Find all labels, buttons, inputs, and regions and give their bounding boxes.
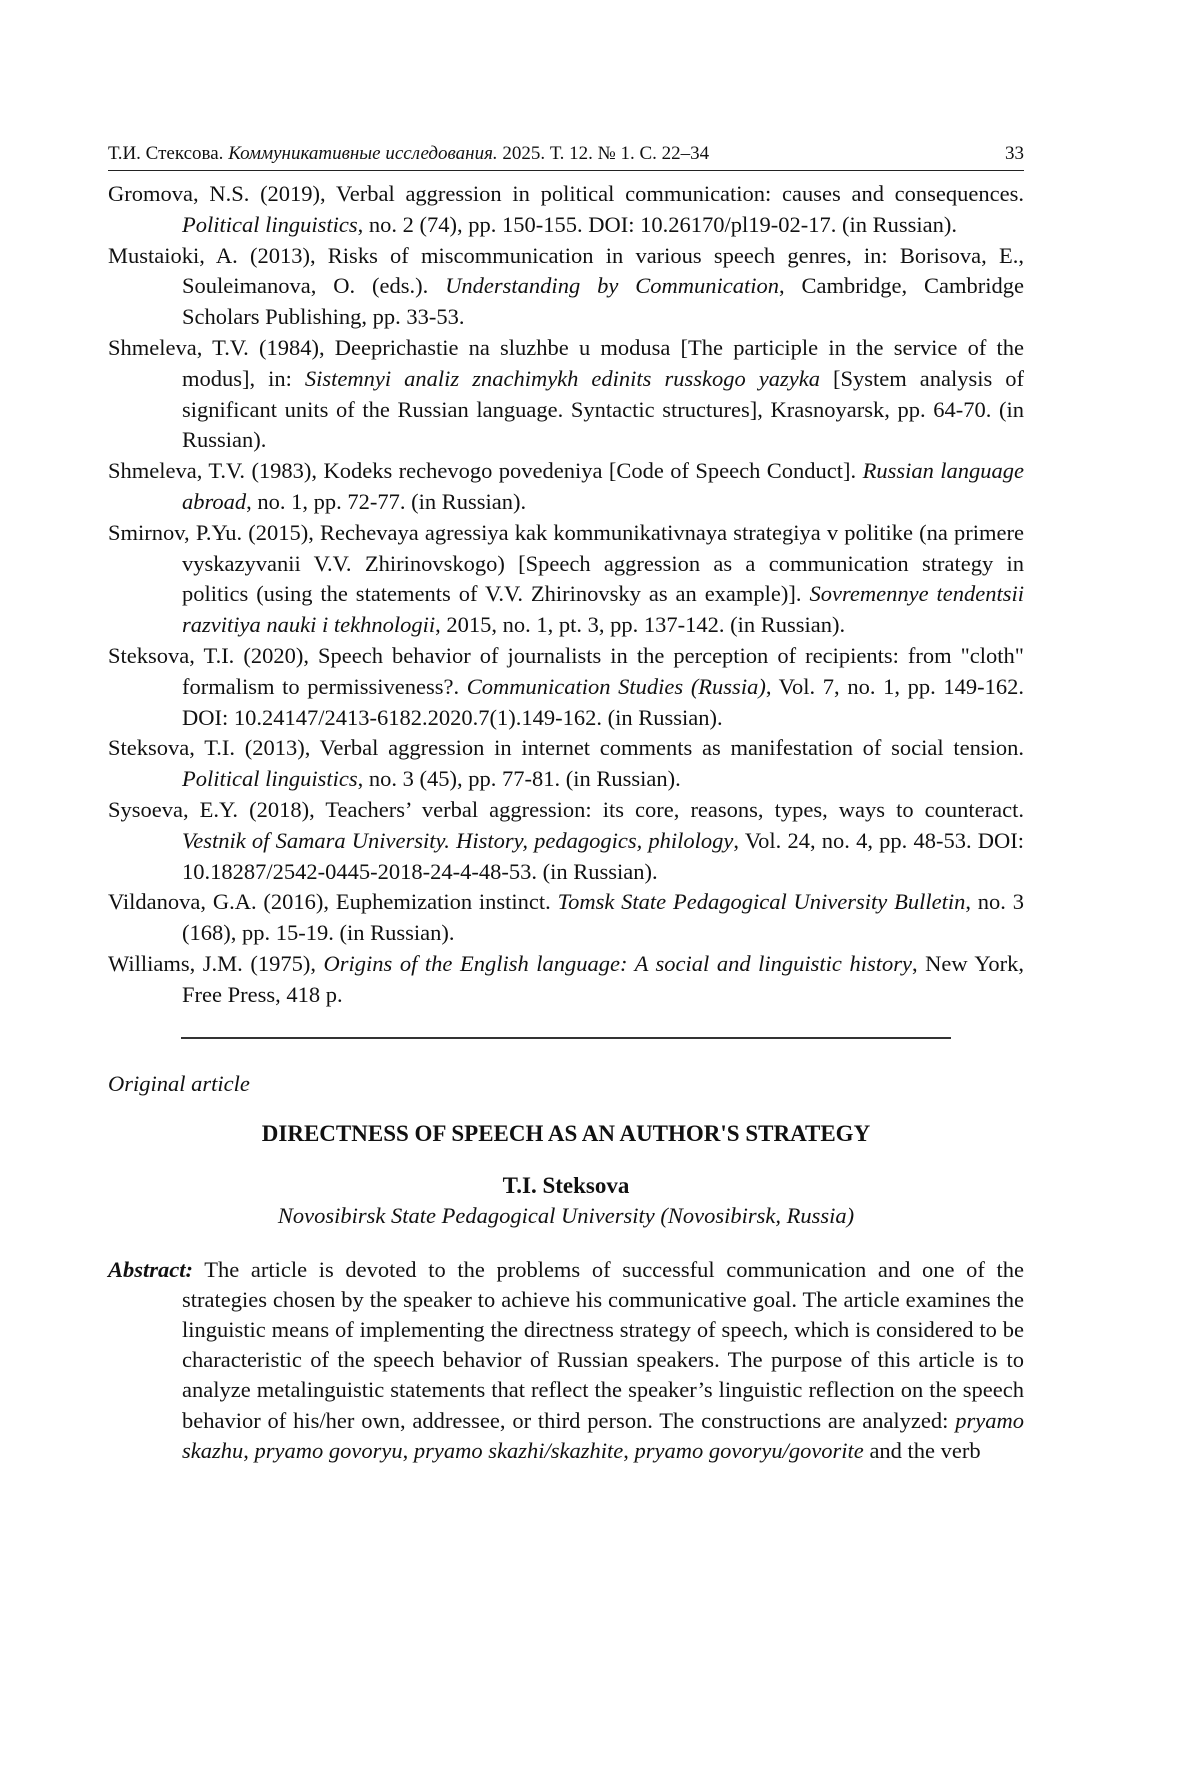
reference-gromova-2019 — [108, 179, 1024, 241]
reference-details: , no. 3 (45), pp. 77-81. (in Russian). — [357, 766, 681, 792]
reference-text: Shmeleva, T.V. (1983), Kodeks rechevogo povedeniya [Code of Speech Conduct]. — [108, 458, 863, 484]
reference-source: Sistemnyi analiz znachimykh edinits russkogo yazyka — [304, 365, 820, 391]
abstract-separator: , — [623, 1437, 635, 1463]
reference-vildanova-2016 — [108, 887, 1024, 949]
running-head-journal: Коммуникативные исследования. — [228, 143, 498, 164]
reference-shmeleva-1983 — [108, 456, 1024, 518]
reference-details: , New York, Free Press, 418 p. — [182, 950, 1024, 1007]
reference-mustaioki-2013 — [108, 241, 1024, 333]
reference-source: Russian language abroad — [182, 458, 1025, 514]
reference-source: Communication Studies (Russia) — [466, 673, 766, 699]
reference-details: , 2015, no. 1, pt. 3, pp. 137-142. (in Russian). — [435, 612, 846, 638]
reference-details: , no. 2 (74), pp. 150-155. DOI: 10.26170/pl19-02-17. (in Russian). — [357, 211, 957, 237]
reference-source: Tomsk State Pedagogical University Bulletin — [557, 889, 966, 915]
section-divider — [181, 1037, 951, 1039]
reference-source: Political linguistics — [182, 211, 358, 237]
reference-details: , no. 3 (168), pp. 15-19. (in Russian). — [182, 889, 1025, 946]
reference-text: Steksova, T.I. (2013), Verbal aggression in internet comments as manifestation of social tension. — [108, 735, 1024, 761]
reference-text: Sysoeva, E.Y. (2018), Teachers’ verbal aggression: its core, reasons, types, ways to counteract. — [108, 796, 1024, 822]
reference-text: Steksova, T.I. (2020), Speech behavior of journalists in the perception of recipients: from "cloth" formalism to permissiveness?. — [108, 642, 1024, 699]
abstract-construction: pryamo govoryu/govorite — [634, 1437, 864, 1463]
reference-smirnov-2015 — [108, 518, 1024, 641]
reference-text: Gromova, N.S. (2019), Verbal aggression in political communication: causes and consequences. — [108, 181, 1024, 206]
reference-source: Political linguistics — [182, 766, 358, 792]
reference-text: Smirnov, P.Yu. (2015), Rechevaya agressiya kak kommunikativnaya strategiya v politike (na primere vyskazyvanii V.V. Zhirinovskogo) [Speech aggression as a communication strategy in politics (using the statements of V.V. Zhirinovsky as an example)]. — [108, 519, 1024, 607]
reference-text: Williams, J.M. (1975), — [108, 950, 324, 976]
abstract-construction: pryamo govoryu — [254, 1437, 403, 1463]
reference-text: Mustaioki, A. (2013), Risks of miscommunication in various speech genres, in: Borisova, E., Souleimanova, O. (eds.). — [108, 242, 1024, 299]
reference-source: Understanding by Communication — [445, 273, 779, 299]
abstract-construction: pryamo skazhu — [182, 1407, 1024, 1463]
running-head — [108, 142, 1024, 171]
running-head-citation — [108, 142, 709, 166]
abstract-text: The article is devoted to the problems of successful communication and one of the strategies chosen by the speaker to achieve his communicative goal. The article examines the linguistic means of implementing the directness strategy of speech, which is considered to be characteristic of the speech behavior of Russian speakers. The purpose of this article is to analyze metalinguistic statements that reflect the speaker’s linguistic reflection on the speech behavior of his/her own, addressee, or third person. The constructions are analyzed: — [182, 1256, 1024, 1433]
author-name: T.I. Steksova — [502, 1172, 630, 1198]
reference-steksova-2013 — [108, 733, 1024, 795]
abstract-tail: and the verb — [863, 1437, 981, 1463]
reference-details: [System analysis of significant units of the Russian language. Syntactic structures], Krasnoyarsk, pp. 64-70. (in Russian). — [182, 365, 1024, 453]
reference-text: Vildanova, G.A. (2016), Euphemization instinct. — [108, 889, 558, 915]
abstract-label: Abstract: — [108, 1256, 194, 1282]
author-affiliation: Novosibirsk State Pedagogical University (Novosibirsk, Russia) — [277, 1202, 855, 1228]
abstract-construction: pryamo skazhi/skazhite — [413, 1437, 624, 1463]
page-number: 33 — [1005, 143, 1024, 164]
reference-details: , Cambridge, Cambridge Scholars Publishing, pp. 33-53. — [182, 273, 1024, 330]
reference-text: Shmeleva, T.V. (1984), Deeprichastie na sluzhbe u modusa [The participle in the service of the modus], in: — [108, 334, 1024, 391]
running-head-volume: 2025. Т. 12. № 1. С. 22–34 — [502, 143, 710, 164]
reference-sysoeva-2018 — [108, 795, 1024, 887]
running-head-authors: Т.И. Стексова. — [108, 143, 224, 164]
reference-steksova-2020 — [108, 641, 1024, 733]
abstract — [108, 1255, 1024, 1466]
journal-page — [108, 142, 1024, 1466]
abstract-separator: , — [402, 1437, 414, 1463]
reference-williams-1975 — [108, 949, 1024, 1011]
reference-list — [108, 179, 1024, 1011]
article-type: Original article — [108, 1070, 250, 1096]
reference-source: Sovremennye tendentsii razvitiya nauki i tekhnologii — [182, 581, 1024, 638]
reference-details: , no. 1, pp. 72-77. (in Russian). — [246, 488, 527, 514]
reference-source: Origins of the English language: A social and linguistic history — [323, 950, 912, 976]
abstract-separator: , — [243, 1437, 255, 1463]
reference-details: , Vol. 24, no. 4, pp. 48-53. DOI: 10.18287/2542-0445-2018-24-4-48-53. (in Russian). — [182, 827, 1024, 884]
reference-details: , Vol. 7, no. 1, pp. 149-162. DOI: 10.24147/2413-6182.2020.7(1).149-162. (in Russian). — [182, 673, 1025, 730]
reference-source: Vestnik of Samara University. History, pedagogics, philology — [182, 827, 734, 853]
article-title: DIRECTNESS OF SPEECH AS AN AUTHOR'S STRATEGY — [261, 1120, 871, 1146]
reference-shmeleva-1984 — [108, 333, 1024, 456]
